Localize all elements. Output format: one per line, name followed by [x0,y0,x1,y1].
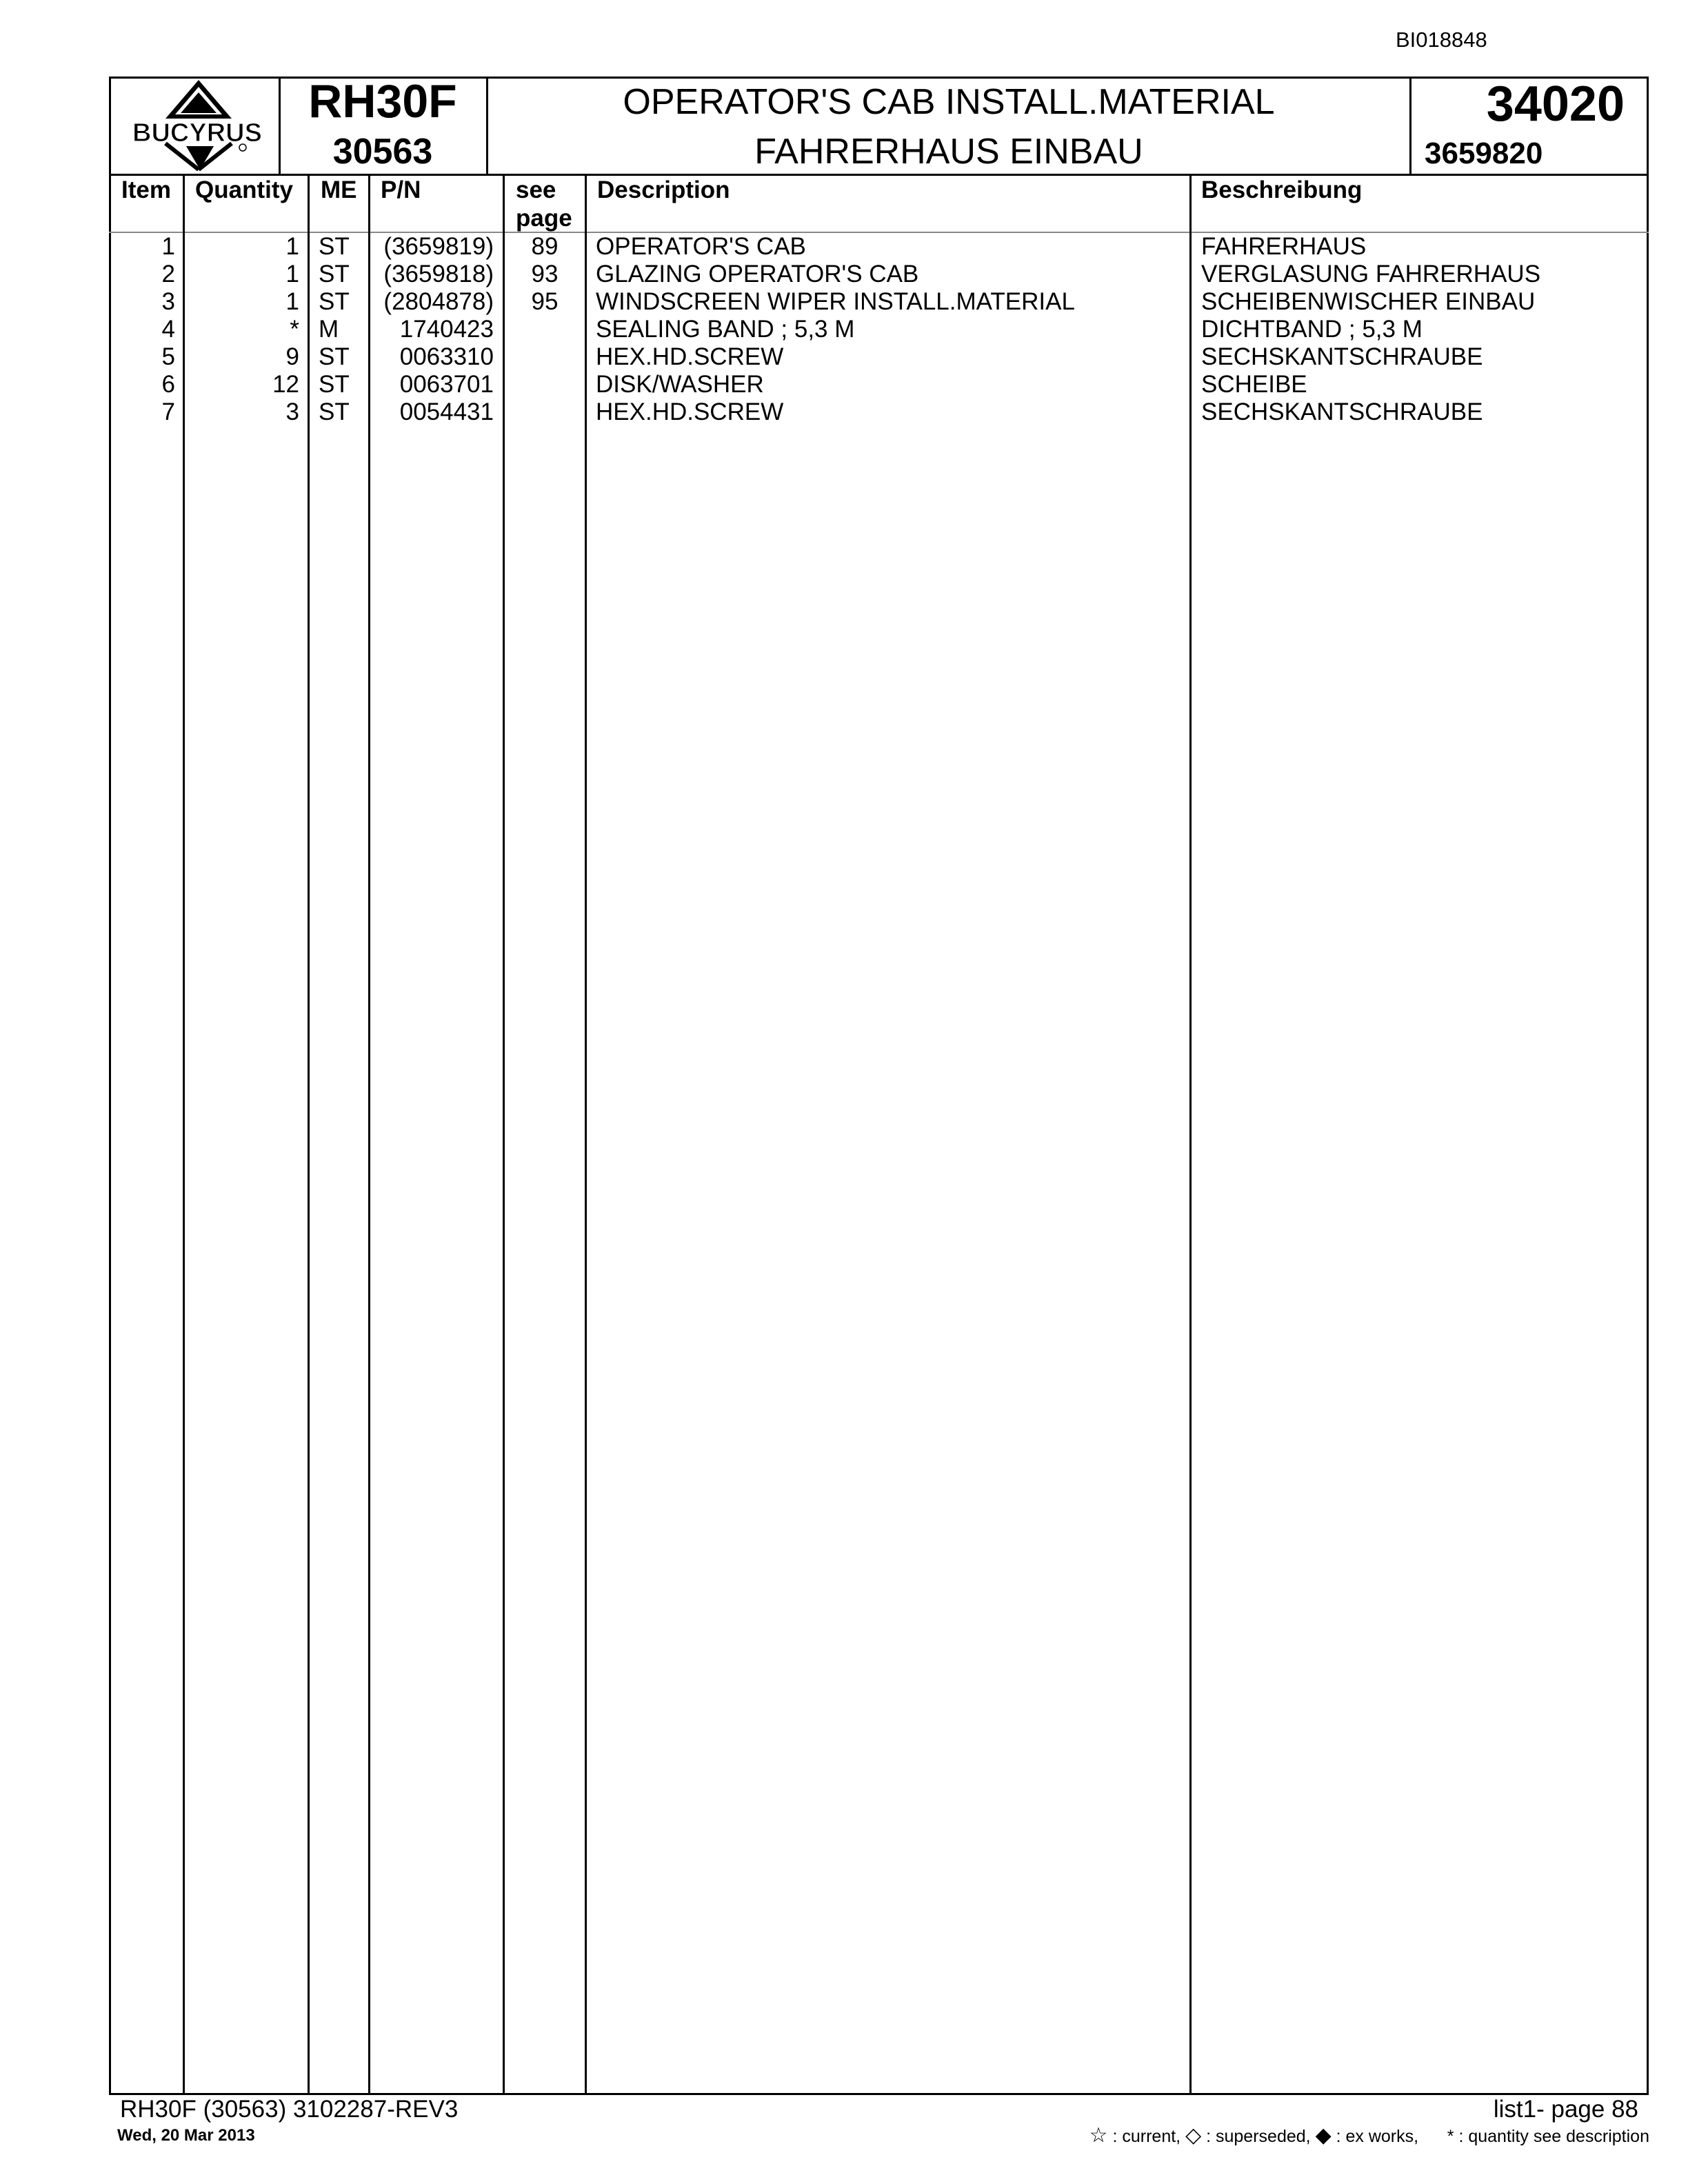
description-en: HEX.HD.SCREW [596,398,784,425]
footer-date: Wed, 20 Mar 2013 [117,2126,255,2145]
table-row [0,288,1688,316]
part-number: 0054431 [399,398,494,425]
col-header-pn: P/N [381,176,421,203]
header-divider-model [486,77,488,175]
description-en: HEX.HD.SCREW [596,343,784,370]
col-line-description [1189,174,1192,2095]
part-number: 0063310 [399,343,494,370]
item-number: 6 [161,371,175,398]
title-english: OPERATOR'S CAB INSTALL.MATERIAL [623,82,1275,122]
part-number: (3659819) [383,233,494,260]
part-number: (2804878) [383,288,494,315]
description-de: FAHRERHAUS [1201,233,1367,260]
col-header-quantity: Quantity [195,176,293,203]
quantity: * [290,316,299,343]
quantity: 1 [285,261,299,287]
item-number: 4 [161,316,175,343]
col-header-me: ME [321,176,357,203]
model-number: 30563 [332,132,433,172]
description-en: GLAZING OPERATOR'S CAB [596,261,919,287]
header-divider [109,174,1649,176]
unit: ST [319,371,350,398]
part-number: 1740423 [399,316,494,343]
unit: M [319,316,339,343]
quantity: 1 [285,288,299,315]
col-header-item: Item [121,176,171,203]
footer-legend [1062,2123,1649,2147]
legend-current: : current, [1112,2127,1181,2146]
table-row [0,398,1688,427]
bucyrus-logo-icon [117,77,277,174]
description-de: DICHTBAND ; 5,3 M [1201,316,1423,343]
group-number: 34020 [1486,77,1625,132]
item-number: 1 [161,233,175,260]
unit: ST [319,288,350,315]
quantity: 1 [285,233,299,260]
legend-ex-works: : ex works, [1336,2127,1419,2146]
diamond-outline-icon: ◇ [1185,2124,1202,2147]
description-en: OPERATOR'S CAB [596,233,806,260]
item-number: 3 [161,288,175,315]
unit: ST [319,343,350,370]
see-page: 95 [531,288,559,315]
quantity: 3 [285,398,299,425]
table-row [0,343,1688,372]
col-line-quantity [308,174,310,2095]
col-header-page: page [516,205,572,232]
col-line-page [585,174,587,2095]
col-header-description: Description [597,176,730,203]
col-line-item [183,174,185,2095]
description-de: SCHEIBENWISCHER EINBAU [1201,288,1536,315]
description-de: SECHSKANTSCHRAUBE [1201,398,1483,425]
title-german: FAHRERHAUS EINBAU [754,132,1143,172]
model-name: RH30F [308,75,457,128]
part-number: (3659818) [383,261,494,287]
footer-page-ref: list1- page 88 [1493,2096,1638,2123]
description-en: WINDSCREEN WIPER INSTALL.MATERIAL [596,288,1075,315]
description-de: VERGLASUNG FAHRERHAUS [1201,261,1541,287]
description-en: SEALING BAND ; 5,3 M [596,316,855,343]
bucyrus-logo [117,77,277,174]
see-page: 89 [531,233,559,260]
part-number: 0063701 [399,371,494,398]
item-number: 5 [161,343,175,370]
description-de: SCHEIBE [1201,371,1307,398]
unit: ST [319,398,350,425]
table-row [0,316,1688,344]
legend-quantity-note: * : quantity see description [1447,2127,1649,2146]
star-outline-icon: ☆ [1089,2124,1108,2147]
logo-wordmark: BUCYRUS [132,119,262,148]
quantity: 9 [285,343,299,370]
col-header-beschreibung: Beschreibung [1201,176,1363,203]
description-de: SECHSKANTSCHRAUBE [1201,343,1483,370]
see-page: 93 [531,261,559,287]
col-line-pn [503,174,505,2095]
legend-superseded: : superseded, [1206,2127,1311,2146]
unit: ST [319,233,350,260]
table-row [0,261,1688,289]
item-number: 7 [161,398,175,425]
document-id: BI018848 [1396,28,1487,52]
group-part-number: 3659820 [1425,136,1543,170]
table-row [0,371,1688,399]
item-number: 2 [161,261,175,287]
col-header-see: see [516,176,556,203]
unit: ST [319,261,350,287]
table-row [0,233,1688,261]
footer-document-ref: RH30F (30563) 3102287-REV3 [120,2096,459,2123]
description-en: DISK/WASHER [596,371,764,398]
quantity: 12 [272,371,299,398]
col-line-me [368,174,370,2095]
diamond-filled-icon: ◆ [1315,2124,1332,2147]
